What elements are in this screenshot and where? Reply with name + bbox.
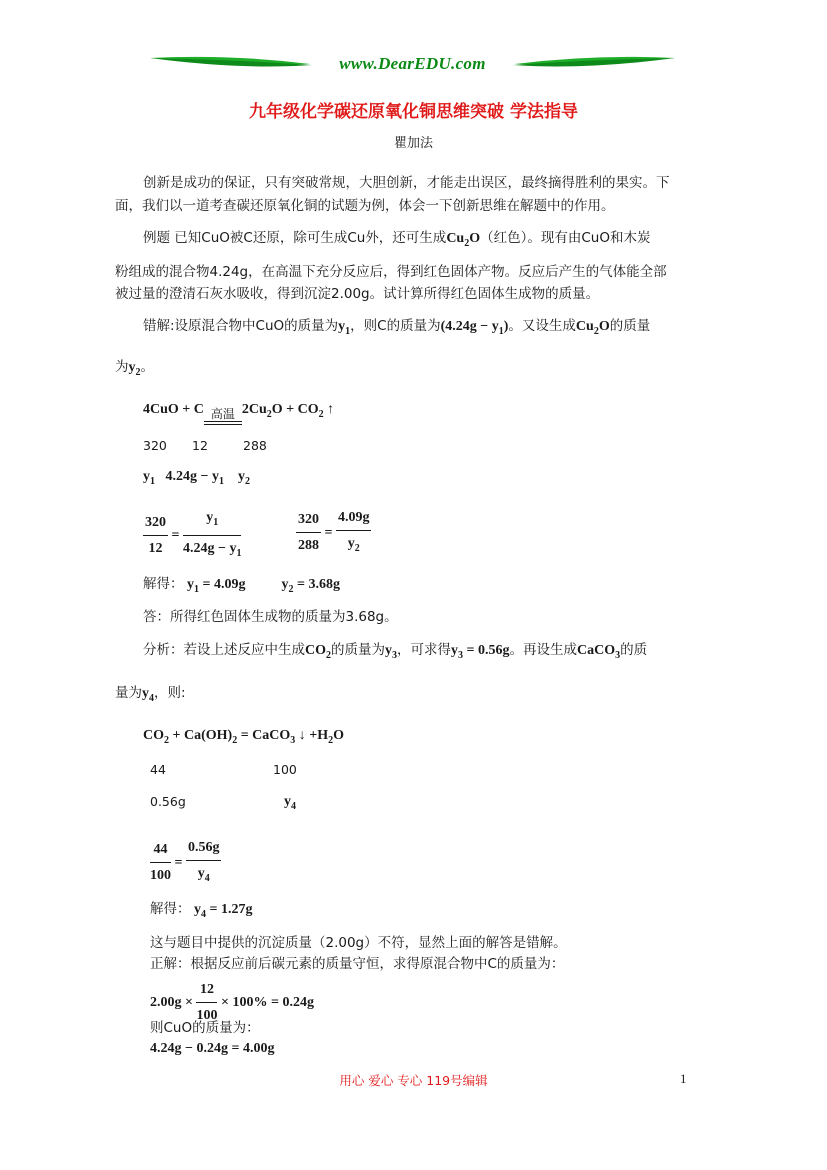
- proportion-y4: $\frac{44}{100}$ = $\frac{0.56g}{y_4}$: [150, 840, 220, 884]
- expr-c-mass: $(4.24g - y_1)$: [440, 319, 509, 337]
- var-y3: $y_3$: [385, 643, 397, 661]
- analysis-line-1: [143, 640, 647, 666]
- example-text-b: （红色）。现有由CuO和木炭: [480, 230, 651, 246]
- footer-text: 用心 爱心 专心 119号编辑: [339, 1073, 488, 1088]
- analysis-line-2: [115, 683, 186, 709]
- wrong-text-a: 错解:设原混合物中CuO的质量为: [143, 318, 339, 334]
- result-y2: $y_2 = 3.68g$: [281, 577, 340, 595]
- condition-high-temp: 高温: [210, 406, 235, 421]
- analysis-text-b: 的质量为: [331, 642, 385, 658]
- site-banner: [150, 50, 675, 78]
- solve1-label: 解得：: [143, 576, 184, 592]
- example-line-3: 被过量的澄清石灰水吸收，得到沉淀2.00g。试计算所得红色固体生成物的质量。: [115, 286, 600, 302]
- mass-320: 320: [143, 438, 167, 453]
- solve2-label: 解得：: [150, 901, 191, 917]
- result-y3: $y_3 = 0.56g$: [451, 643, 510, 661]
- analysis-text-c: ，可求得: [397, 642, 451, 658]
- analysis-text-f: 量为: [115, 685, 142, 701]
- proportion-y2: $\frac{320}{288}$ = $\frac{4.09g}{y_2}$: [298, 510, 370, 554]
- wrong-text-d: 的质量: [609, 318, 651, 334]
- analysis-text-g: ，则:: [154, 685, 186, 701]
- result-y1: $y_1 = 4.09g$: [183, 577, 246, 595]
- reaction1-unknowns: $y_1$ $4.24g - y_1$ $y_2$: [143, 469, 250, 487]
- analysis-text-a: 分析：若设上述反应中生成: [143, 642, 305, 658]
- answer-line: 答：所得红色固体生成物的质量为3.68g。: [143, 609, 398, 625]
- var-y2: $y_2$: [128, 360, 141, 378]
- c-mass-equation: 2.00g × $\frac{12}{100}$ × 100% = 0.24g: [150, 982, 314, 1023]
- example-text-a: 例题 已知CuO被C还原，除可生成Cu外，还可生成: [143, 230, 447, 246]
- value-056g: 0.56g: [150, 794, 186, 809]
- wrong-text-f: 。: [140, 359, 154, 375]
- mass-44: 44: [150, 762, 166, 777]
- correct-line: 正解：根据反应前后碳元素的质量守恒，求得原混合物中C的质量为：: [150, 956, 565, 972]
- formula-co2: $CO_2$: [305, 643, 331, 661]
- reaction-equation-1: 4CuO + C 高温 $2Cu_2O + CO_2$ ↑: [143, 400, 334, 425]
- cuo-mass-equation: 4.24g − 0.24g = 4.00g: [150, 1041, 275, 1056]
- wrong-line-2: [115, 357, 154, 383]
- example-line-2: 粉组成的混合物4.24g，在高温下充分反应后，得到红色固体产物。反应后产生的气体能全部: [115, 264, 667, 280]
- wrong-text-c: 。又设生成: [508, 318, 576, 334]
- formula-caco3: CaCO$_3$: [576, 643, 621, 661]
- var-y1: $y_1$: [338, 319, 351, 337]
- analysis-text-e: 的质: [620, 642, 648, 658]
- formula-cu2o: $Cu_2O$: [446, 231, 481, 249]
- intro-line-2: 面，我们以一道考查碳还原氧化铜的试题为例，体会一下创新思维在解题中的作用。: [115, 198, 615, 214]
- page-title: 九年级化学碳还原氧化铜思维突破 学法指导: [249, 102, 578, 122]
- wrong-line-1: [143, 316, 650, 342]
- solve1-line: [143, 574, 340, 600]
- solve2-line: [150, 899, 252, 925]
- formula-cu2o-2: $Cu_2O$: [575, 319, 610, 337]
- var-y4: $y_4$: [142, 686, 154, 704]
- mass-288: 288: [243, 438, 267, 453]
- result-y4: $y_4 = 1.27g$: [190, 902, 253, 920]
- proportion-y1: $\frac{320}{12}$ = $\frac{y_1}{4.24g - y_1}$: [145, 510, 242, 559]
- analysis-text-d: 。再设生成: [509, 642, 577, 658]
- site-url: www.DearEDU.com: [339, 54, 486, 73]
- reaction2-unknown: $y_4$: [284, 794, 296, 812]
- example-line-1: [143, 228, 650, 254]
- contradiction-line: 这与题目中提供的沉淀质量（2.00g）不符，显然上面的解答是错解。: [150, 935, 567, 951]
- author: 瞿加法: [393, 136, 433, 151]
- mass-12: 12: [192, 438, 208, 453]
- mass-100: 100: [273, 762, 297, 777]
- cuo-mass-label: 则CuO的质量为：: [150, 1020, 260, 1036]
- page-number: 1: [680, 1071, 687, 1086]
- reaction-equation-2: $CO_2 + Ca(OH)_2$ = CaCO$_3$ ↓ $+H_2O$: [143, 728, 345, 746]
- intro-line-1: 创新是成功的保证，只有突破常规，大胆创新，才能走出误区，最终摘得胜利的果实。下: [143, 175, 670, 191]
- wrong-text-b: ，则C的质量为: [350, 318, 441, 334]
- wrong-text-e: 为: [115, 359, 129, 375]
